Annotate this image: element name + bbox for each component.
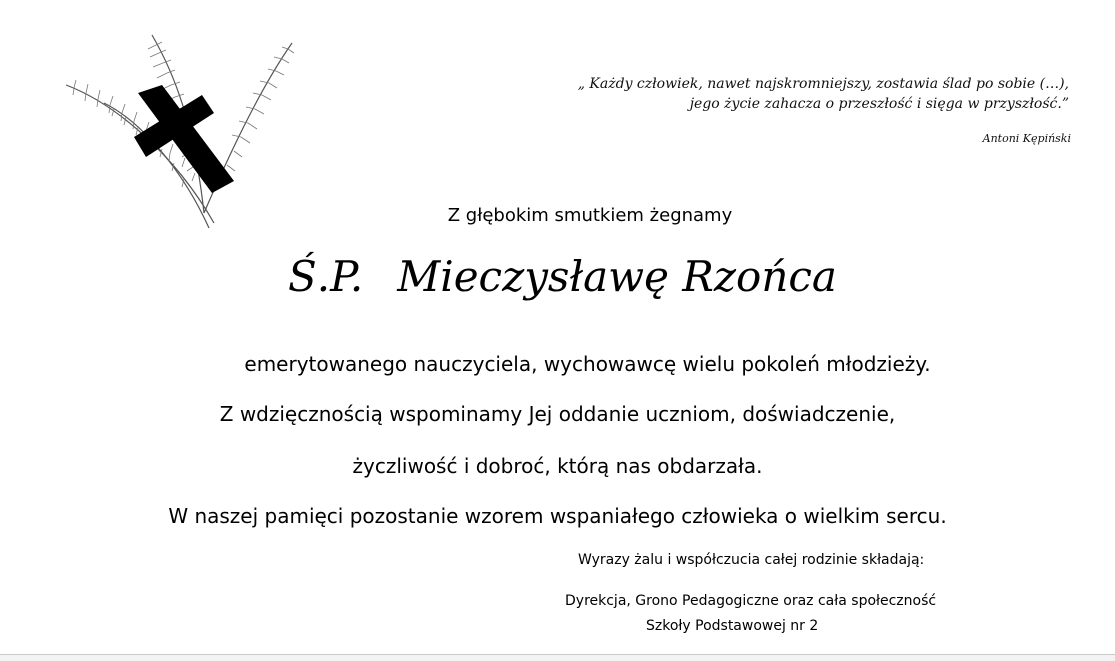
body-line-4: W naszej pamięci pozostanie wzorem wspaniałego człowieka o wielkim sercu.	[168, 504, 947, 528]
memorial-quote	[449, 74, 1069, 114]
signature-line-1: Dyrekcja, Grono Pedagogiczne oraz cała społeczność	[565, 593, 937, 609]
quote-line-2: jego życie zahacza o przeszłość i sięga w przyszłość.”	[689, 96, 1069, 112]
condolence-text: Wyrazy żalu i współczucia całej rodzinie składają:	[578, 552, 925, 568]
quote-author: Antoni Kępiński	[982, 132, 1071, 145]
bottom-divider	[0, 654, 1115, 661]
cross-with-fern-icon	[64, 33, 296, 235]
body-line-3: życzliwość i dobroć, którą nas obdarzała.	[352, 454, 763, 478]
name-prefix: Ś.P.	[288, 252, 364, 301]
body-line-1: emerytowanego nauczyciela, wychowawcę wielu pokoleń młodzieży.	[244, 352, 931, 376]
full-name: Mieczysławę Rzońca	[397, 252, 837, 301]
quote-line-1: „ Każdy człowiek, nawet najskromniejszy, zostawia ślad po sobie (…),	[577, 76, 1069, 92]
intro-text: Z głębokim smutkiem żegnamy	[447, 205, 733, 226]
signature-line-2: Szkoły Podstawowej nr 2	[646, 618, 819, 634]
deceased-name	[0, 252, 1115, 301]
body-line-2: Z wdzięcznością wspominamy Jej oddanie uczniom, doświadczenie,	[219, 402, 896, 426]
